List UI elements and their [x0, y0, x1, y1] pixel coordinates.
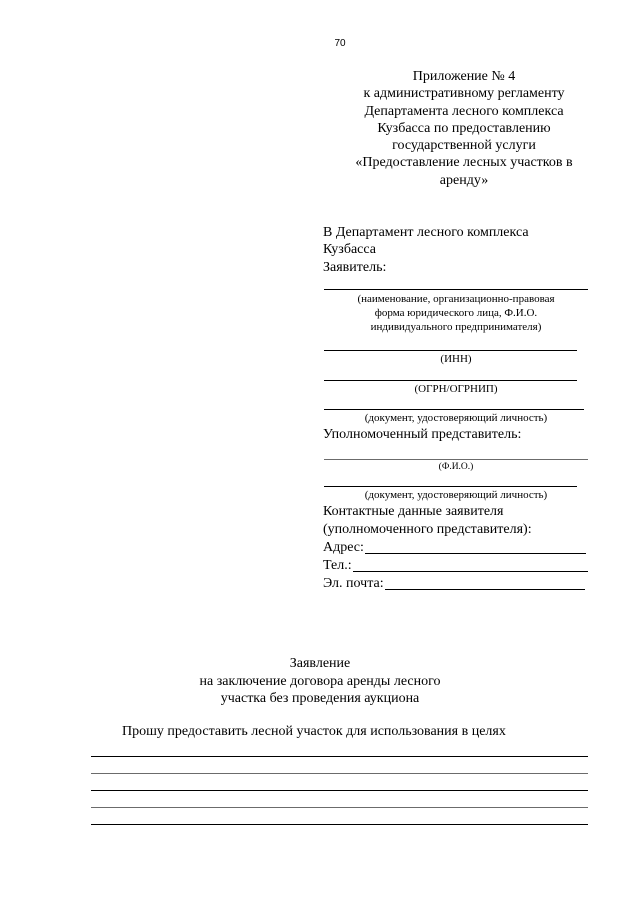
- representative-id-caption: (документ, удостоверяющий личность): [364, 489, 548, 501]
- appendix-line: государственной услуги: [392, 138, 536, 154]
- inn-caption: (ИНН): [440, 353, 472, 365]
- addressee-line: В Департамент лесного комплекса: [323, 225, 529, 240]
- representative-id-field[interactable]: [324, 486, 577, 487]
- statement-title-line: Заявление: [289, 656, 351, 671]
- contacts-heading: (уполномоченного представителя):: [323, 522, 532, 537]
- appendix-block: [330, 68, 598, 189]
- ogrn-caption: (ОГРН/ОГРНИП): [414, 383, 498, 395]
- purpose-line[interactable]: [91, 773, 588, 774]
- appendix-line: Департамента лесного комплекса: [364, 103, 564, 119]
- phone-input-line[interactable]: [353, 571, 588, 572]
- representative-label: Уполномоченный представитель:: [323, 427, 522, 442]
- email-input-line[interactable]: [385, 589, 585, 590]
- request-text: Прошу предоставить лесной участок для использования в целях: [122, 724, 506, 739]
- appendix-line: к административному регламенту: [363, 86, 565, 102]
- appendix-line: аренду»: [439, 172, 489, 188]
- applicant-name-field[interactable]: [324, 289, 588, 290]
- id-document-field[interactable]: [324, 409, 584, 410]
- purpose-line[interactable]: [91, 756, 588, 757]
- statement-title: [150, 655, 490, 708]
- email-field[interactable]: [323, 575, 585, 593]
- appendix-line: Приложение № 4: [412, 69, 516, 84]
- statement-title-line: участка без проведения аукциона: [220, 691, 420, 706]
- applicant-name-caption: индивидуального предпринимателя): [370, 321, 542, 333]
- appendix-line: «Предоставление лесных участков в: [355, 155, 573, 171]
- applicant-name-caption: (наименование, организационно-правовая: [357, 293, 555, 305]
- inn-field[interactable]: [324, 350, 577, 351]
- page-number: 70: [334, 38, 346, 49]
- appendix-line: Кузбасса по предоставлению: [377, 120, 551, 136]
- addressee-line: Кузбасса: [323, 242, 376, 258]
- applicant-name-caption: форма юридического лица, Ф.И.О.: [374, 307, 538, 319]
- ogrn-field[interactable]: [324, 380, 577, 381]
- address-input-line[interactable]: [365, 553, 586, 554]
- purpose-line[interactable]: [91, 824, 588, 825]
- contacts-heading: Контактные данные заявителя: [323, 504, 504, 519]
- purpose-line[interactable]: [91, 807, 588, 808]
- address-field[interactable]: [323, 539, 586, 557]
- applicant-label: Заявитель:: [323, 259, 387, 275]
- phone-field[interactable]: [323, 557, 588, 575]
- phone-label: Тел.:: [323, 558, 352, 573]
- representative-name-caption: (Ф.И.О.): [438, 462, 474, 472]
- purpose-line[interactable]: [91, 790, 588, 791]
- addressee-block: [323, 224, 603, 276]
- id-document-caption: (документ, удостоверяющий личность): [364, 412, 548, 424]
- email-label: Эл. почта:: [323, 576, 384, 591]
- statement-title-line: на заключение договора аренды лесного: [199, 673, 441, 689]
- address-label: Адрес:: [323, 540, 364, 555]
